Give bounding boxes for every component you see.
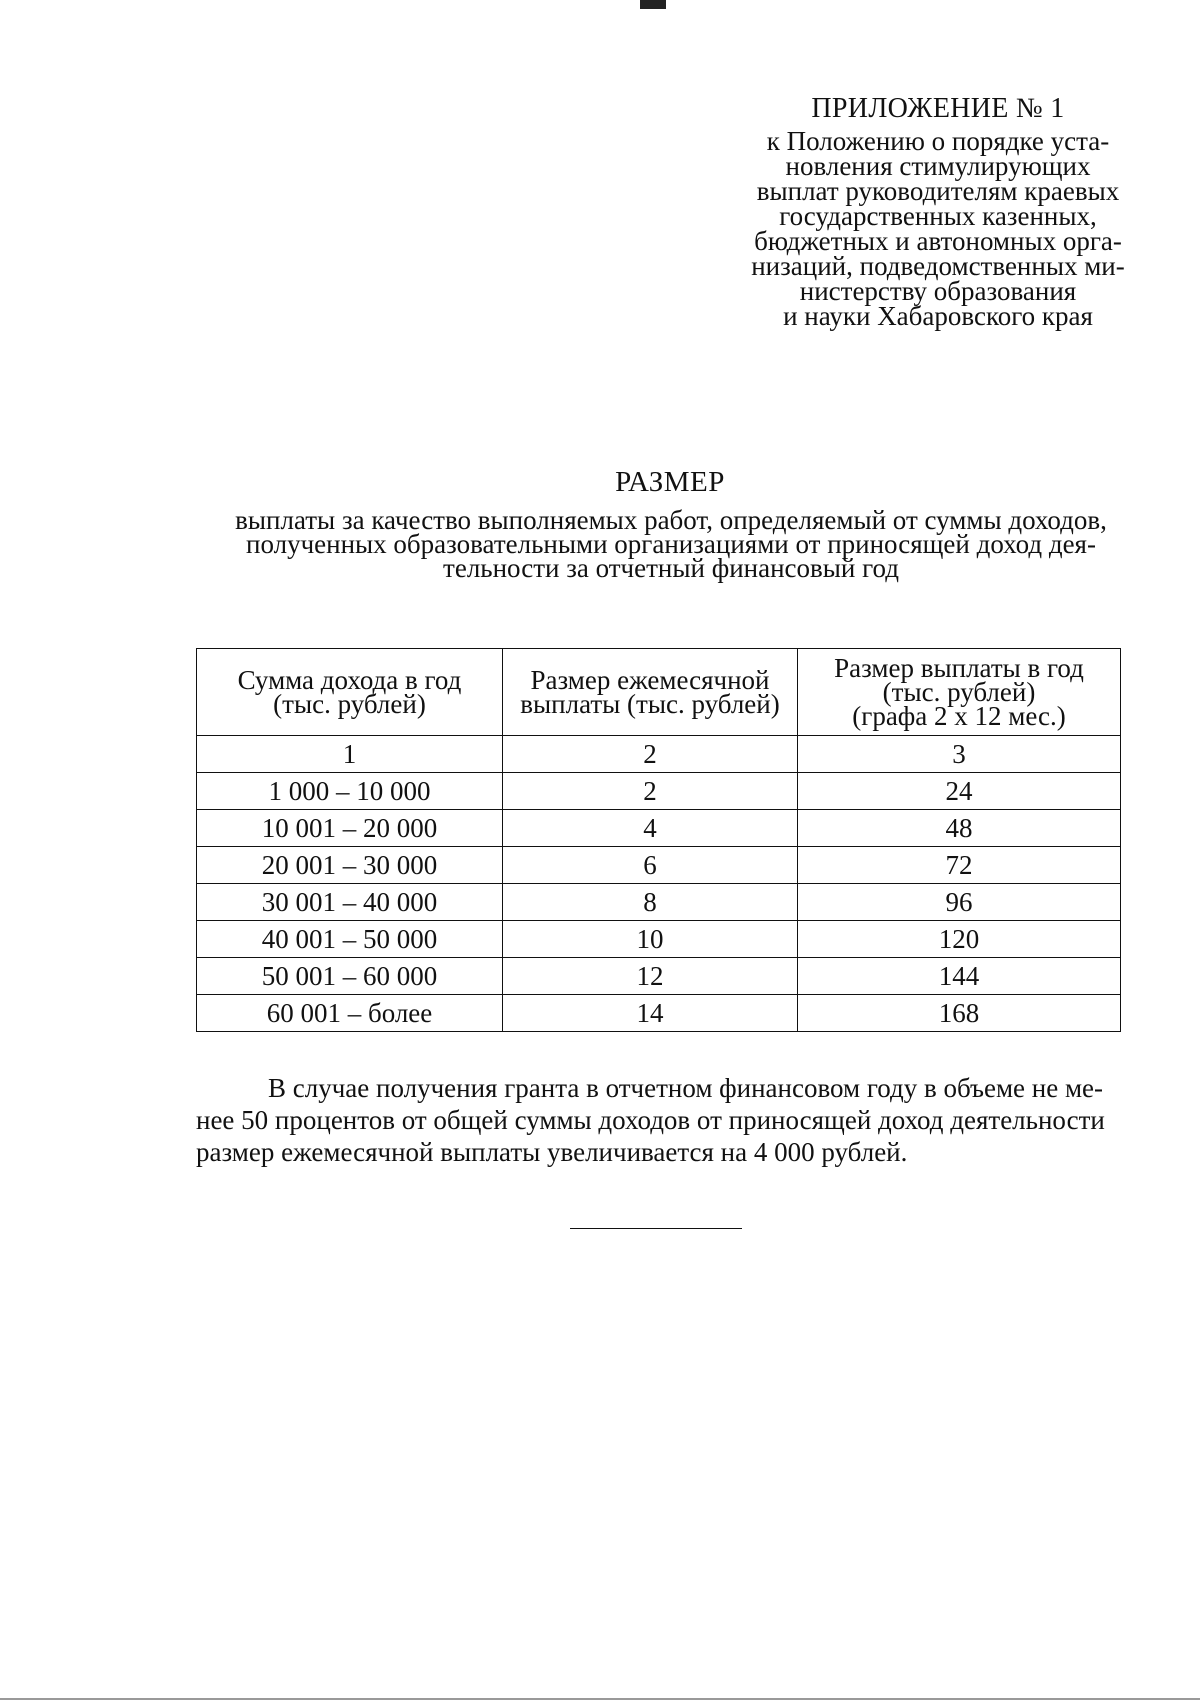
header-income: Сумма дохода в год (тыс. рублей) bbox=[197, 649, 503, 736]
income-range: 10 001 – 20 000 bbox=[197, 810, 503, 847]
appendix-line: государственных казенных, bbox=[779, 201, 1097, 231]
column-number-row bbox=[197, 736, 1121, 773]
appendix-line: новления стимулирующих bbox=[785, 151, 1091, 181]
annual-payment: 120 bbox=[798, 921, 1121, 958]
end-separator bbox=[570, 1228, 742, 1229]
appendix-line: и науки Хабаровского края bbox=[783, 301, 1093, 331]
column-number: 3 bbox=[798, 736, 1121, 773]
appendix-header bbox=[728, 93, 1148, 331]
appendix-line: нистерству образования bbox=[799, 276, 1077, 306]
annual-payment: 72 bbox=[798, 847, 1121, 884]
appendix-title: ПРИЛОЖЕНИЕ № 1 bbox=[811, 93, 1065, 124]
monthly-payment: 2 bbox=[503, 773, 798, 810]
appendix-line: к Положению о порядке уста- bbox=[766, 126, 1110, 156]
table-header-row bbox=[197, 649, 1121, 736]
table-row bbox=[197, 773, 1121, 810]
scan-mark-bottom bbox=[0, 1698, 1200, 1700]
income-range: 1 000 – 10 000 bbox=[197, 773, 503, 810]
annual-payment: 48 bbox=[798, 810, 1121, 847]
note-line: размер ежемесячной выплаты увеличивается на 4 000 рублей. bbox=[196, 1137, 908, 1167]
table-row bbox=[197, 995, 1121, 1032]
note-line: В случае получения гранта в отчетном финансовом году в объеме не ме- bbox=[268, 1073, 1104, 1103]
income-range: 60 001 – более bbox=[197, 995, 503, 1032]
table-row bbox=[197, 847, 1121, 884]
appendix-line: бюджетных и автономных орга- bbox=[754, 226, 1122, 256]
table-row bbox=[197, 921, 1121, 958]
monthly-payment: 8 bbox=[503, 884, 798, 921]
annual-payment: 168 bbox=[798, 995, 1121, 1032]
column-number: 2 bbox=[503, 736, 798, 773]
column-number: 1 bbox=[197, 736, 503, 773]
document-title: РАЗМЕР bbox=[615, 466, 725, 498]
income-range: 20 001 – 30 000 bbox=[197, 847, 503, 884]
annual-payment: 24 bbox=[798, 773, 1121, 810]
document-subtitle bbox=[196, 505, 1146, 583]
monthly-payment: 12 bbox=[503, 958, 798, 995]
scan-mark-top bbox=[640, 0, 666, 9]
header-monthly-payment: Размер ежемесячной выплаты (тыс. рублей) bbox=[503, 649, 798, 736]
header-annual-payment: Размер выплаты в год (тыс. рублей) (графа 2 х 12 мес.) bbox=[798, 649, 1121, 736]
annual-payment: 144 bbox=[798, 958, 1121, 995]
table-row bbox=[197, 810, 1121, 847]
monthly-payment: 14 bbox=[503, 995, 798, 1032]
income-range: 30 001 – 40 000 bbox=[197, 884, 503, 921]
table-row bbox=[197, 958, 1121, 995]
subtitle-line: полученных образовательными организациями от приносящей доход дея- bbox=[246, 529, 1096, 559]
annual-payment: 96 bbox=[798, 884, 1121, 921]
monthly-payment: 4 bbox=[503, 810, 798, 847]
monthly-payment: 6 bbox=[503, 847, 798, 884]
grant-note bbox=[196, 1072, 1156, 1168]
subtitle-line: тельности за отчетный финансовый год bbox=[443, 553, 899, 583]
income-range: 50 001 – 60 000 bbox=[197, 958, 503, 995]
table-row bbox=[197, 884, 1121, 921]
appendix-line: выплат руководителям краевых bbox=[756, 176, 1120, 206]
income-range: 40 001 – 50 000 bbox=[197, 921, 503, 958]
note-line: нее 50 процентов от общей суммы доходов от приносящей доход деятельности bbox=[196, 1105, 1105, 1135]
subtitle-line: выплаты за качество выполняемых работ, определяемый от суммы доходов, bbox=[235, 505, 1107, 535]
monthly-payment: 10 bbox=[503, 921, 798, 958]
payment-table bbox=[196, 648, 1121, 1032]
appendix-line: низаций, подведомственных ми- bbox=[751, 251, 1125, 281]
